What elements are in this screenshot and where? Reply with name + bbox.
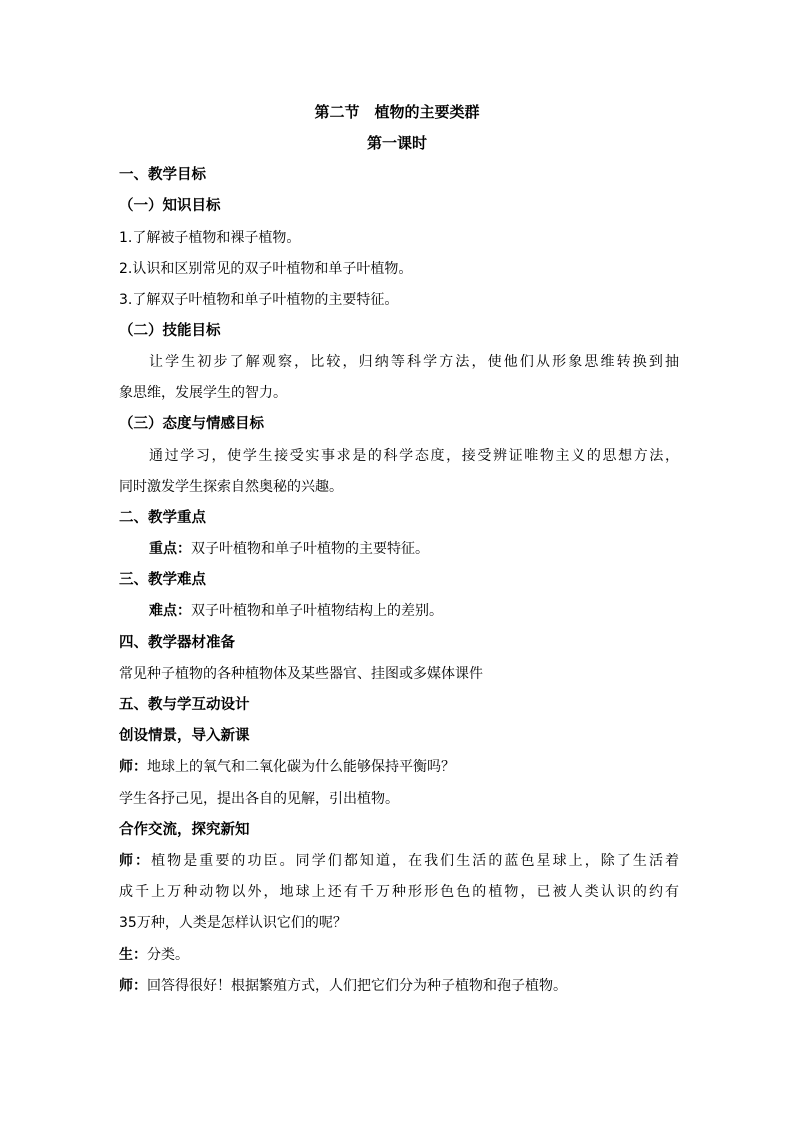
attitude-paragraph-line-1: 通过学习，使学生接受实事求是的科学态度，接受辨证唯物主义的思想方法， xyxy=(149,448,679,464)
section-heading-difficulties: 三、教学难点 xyxy=(119,572,206,588)
attitude-paragraph-line-2: 同时激发学生探索自然奥秘的兴趣。 xyxy=(119,479,343,495)
student-answer-text: 分类。 xyxy=(147,947,189,963)
section-heading-key-points: 二、教学重点 xyxy=(119,510,206,526)
document-title: 第二节 植物的主要类群 xyxy=(314,103,480,121)
teacher-label: 师： xyxy=(119,759,147,775)
teacher-label: 师： xyxy=(119,853,152,869)
subheading-skills: （二）技能目标 xyxy=(119,323,221,339)
teacher-question-text: 地球上的氧气和二氧化碳为什么能够保持平衡吗？ xyxy=(147,759,455,775)
key-point-label: 重点： xyxy=(149,541,191,557)
section-heading-objectives: 一、教学目标 xyxy=(119,167,206,183)
difficulty-line xyxy=(149,601,709,621)
difficulty-text: 双子叶植物和单子叶植物结构上的差别。 xyxy=(191,603,443,619)
subheading-attitude: （三）态度与情感目标 xyxy=(119,416,264,432)
teacher-paragraph-line-2: 成千上万种动物以外，地球上还有千万种形形色色的植物，已被人类认识的约有 xyxy=(119,884,679,900)
knowledge-item-1: 1.了解被子植物和裸子植物。 xyxy=(119,230,301,246)
materials-text: 常见种子植物的各种植物体及某些器官、挂图或多媒体课件 xyxy=(119,666,483,682)
part-heading-explore: 合作交流，探究新知 xyxy=(119,822,250,838)
key-point-line xyxy=(149,539,709,559)
teacher-reply-text: 回答得很好！根据繁殖方式，人们把它们分为种子植物和孢子植物。 xyxy=(147,978,567,994)
teacher-reply-line xyxy=(119,976,679,996)
teacher-label: 师： xyxy=(119,978,147,994)
teacher-paragraph-text-1: 植物是重要的功臣。同学们都知道，在我们生活的蓝色星球上，除了生活着 xyxy=(151,853,680,869)
part-heading-intro: 创设情景，导入新课 xyxy=(119,728,250,744)
section-heading-materials: 四、教学器材准备 xyxy=(119,635,235,651)
teacher-paragraph-line-3: 35万种，人类是怎样认识它们的呢？ xyxy=(119,915,347,931)
knowledge-item-3: 3.了解双子叶植物和单子叶植物的主要特征。 xyxy=(119,292,399,308)
key-point-text: 双子叶植物和单子叶植物的主要特征。 xyxy=(191,541,429,557)
student-label: 生： xyxy=(119,947,147,963)
section-heading-interaction: 五、教与学互动设计 xyxy=(119,697,250,713)
difficulty-label: 难点： xyxy=(149,603,191,619)
skills-paragraph-line-1: 让学生初步了解观察，比较，归纳等科学方法，使他们从形象思维转换到抽 xyxy=(149,354,679,370)
student-response-line: 学生各抒己见，提出各自的见解，引出植物。 xyxy=(119,791,399,807)
teacher-paragraph-line-1 xyxy=(119,851,679,871)
lesson-subtitle: 第一课时 xyxy=(366,134,427,152)
subheading-knowledge: （一）知识目标 xyxy=(119,198,221,214)
skills-paragraph-line-2: 象思维，发展学生的智力。 xyxy=(119,385,287,401)
knowledge-item-2: 2.认识和区别常见的双子叶植物和单子叶植物。 xyxy=(119,261,413,277)
teacher-question-line xyxy=(119,757,679,777)
student-answer-line xyxy=(119,945,679,965)
